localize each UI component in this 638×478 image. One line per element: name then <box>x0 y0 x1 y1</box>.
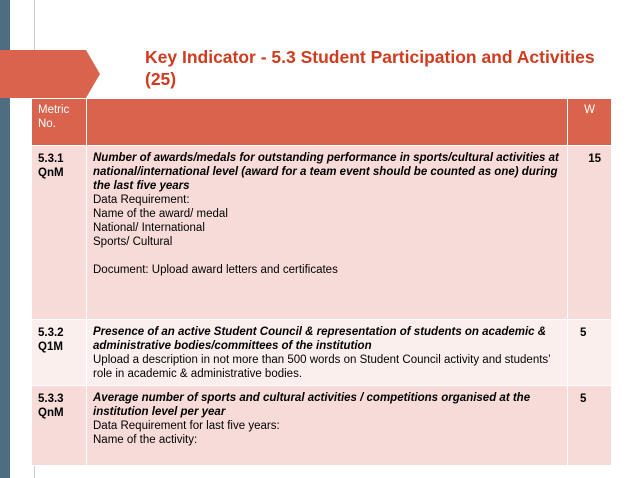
header-metric-no: Metric No. <box>32 99 87 146</box>
table-row <box>32 146 612 320</box>
metric-weight: 15 <box>568 146 612 320</box>
metric-code <box>32 320 87 386</box>
metric-code-text: 5.3.2 Q1M <box>38 327 64 353</box>
metric-detail: Sports/ Cultural <box>93 236 173 248</box>
metric-description <box>87 386 568 466</box>
metric-detail: Data Requirement for last five years: <box>93 420 280 432</box>
metric-title: Presence of an active Student Council & representation of students on academic & administrative bodies/committees of the institution <box>93 326 547 352</box>
metric-weight: 5 <box>568 320 612 386</box>
metric-code <box>32 146 87 320</box>
metric-description <box>87 146 568 320</box>
spacer <box>93 249 561 263</box>
metric-title: Number of awards/medals for outstanding performance in sports/cultural activities at national/international level (award for a team event should be counted as one) during the last five years <box>93 152 559 192</box>
metric-detail: Name of the award/ medal <box>93 208 228 220</box>
metric-detail: Name of the activity: <box>93 434 198 446</box>
slide-title: Key Indicator - 5.3 Student Participation and Activities (25) <box>145 47 595 89</box>
metric-code-text: 5.3.1 QnM <box>38 153 64 179</box>
table-row <box>32 386 612 466</box>
metric-code-text: 5.3.3 QnM <box>38 393 64 419</box>
metric-weight: 5 <box>568 386 612 466</box>
metric-title: Average number of sports and cultural activities / competitions organised at the institution level per year <box>93 392 531 418</box>
header-weight: W <box>568 99 612 146</box>
metric-description <box>87 320 568 386</box>
table-header-row <box>32 99 612 146</box>
metric-detail: Data Requirement: <box>93 194 190 206</box>
metric-code <box>32 386 87 466</box>
header-description <box>87 99 568 146</box>
metric-detail: Document: Upload award letters and certificates <box>93 264 338 276</box>
metric-detail: Upload a description in not more than 500 words on Student Council activity and students’ role in academic & administrative bodies. <box>93 354 551 380</box>
title-arrow-decor <box>0 50 100 98</box>
metrics-table <box>31 98 612 466</box>
table-row <box>32 320 612 386</box>
metric-detail: National/ International <box>93 222 205 234</box>
